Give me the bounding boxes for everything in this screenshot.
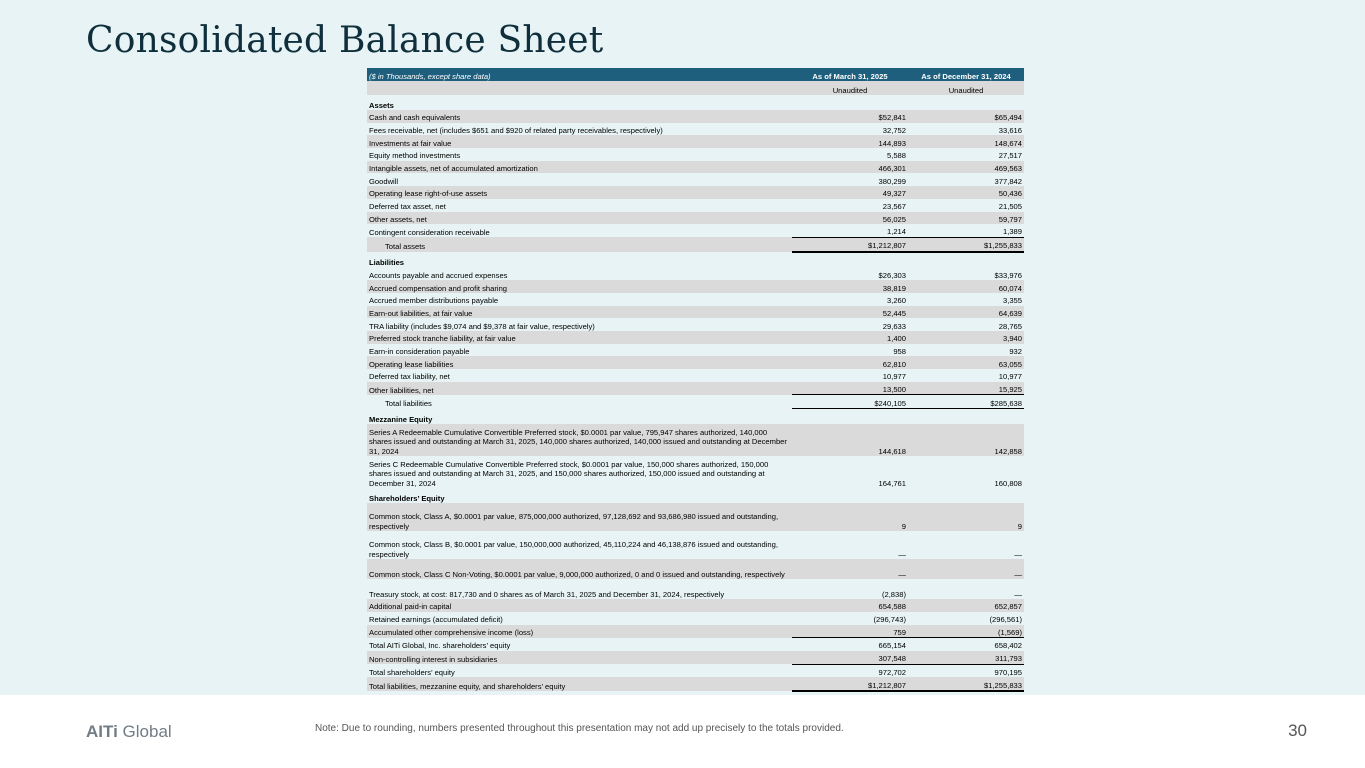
table-row: [367, 331, 1024, 344]
section-heading-row: [367, 409, 1024, 425]
table-row: [367, 161, 1024, 174]
row-label: Additional paid-in capital: [367, 599, 792, 612]
table-row: [367, 651, 1024, 664]
value-march-2025: 13,500: [792, 382, 908, 395]
value-december-2024: 377,842: [994, 176, 1022, 186]
row-label: Equity method investments: [369, 151, 461, 161]
total-assets-december-2024: $1,255,833: [908, 237, 1024, 251]
table-row: [367, 212, 1024, 225]
value-march-2025: 654,588: [792, 599, 908, 612]
mezzanine-heading: Mezzanine Equity: [369, 414, 433, 424]
table-row: [367, 664, 1024, 677]
table-row: [367, 186, 1024, 199]
value-december-2024: (296,561): [989, 615, 1022, 625]
table-row: [367, 110, 1024, 123]
section-heading-row: [367, 252, 1024, 268]
value-march-2025: 380,299: [878, 176, 906, 186]
value-march-2025: 3,260: [886, 296, 906, 306]
value-march-2025: 958: [893, 346, 906, 356]
value-march-2025: 972,702: [878, 667, 906, 677]
value-march-2025: 1,214: [886, 227, 906, 237]
table-row: [367, 135, 1024, 148]
table-row: [367, 280, 1024, 293]
row-label: Operating lease right-of-use assets: [367, 186, 792, 199]
value-march-2025: $52,841: [792, 110, 908, 123]
table-row: [367, 579, 1024, 599]
table-row: [367, 318, 1024, 331]
value-december-2024: 160,808: [994, 478, 1022, 488]
table-row: [367, 382, 1024, 395]
value-march-2025: (2,838): [881, 589, 906, 599]
value-december-2024: 311,793: [908, 651, 1024, 664]
value-december-2024: —: [1014, 589, 1022, 599]
row-label: Treasury stock, at cost: 817,730 and 0 shares as of March 31, 2025 and December 31, 2024, respectively: [369, 589, 725, 599]
table-row: [367, 344, 1024, 357]
row-label: Earn-out liabilities, at fair value: [367, 306, 792, 319]
value-march-2025: 144,618: [792, 424, 908, 456]
row-label: Non-controlling interest in subsidiaries: [367, 651, 792, 664]
audit-status-row: [367, 81, 1024, 95]
table-row: [367, 224, 1024, 237]
value-december-2024: 142,858: [908, 424, 1024, 456]
table-row: [367, 625, 1024, 638]
table-row: [367, 638, 1024, 651]
table-row: [367, 268, 1024, 281]
value-march-2025: 665,154: [792, 638, 908, 651]
row-label: Other liabilities, net: [367, 382, 792, 395]
total-liabilities-march-2025: $240,105: [792, 395, 908, 409]
value-march-2025: $1,212,807: [792, 677, 908, 691]
page-number: 30: [1288, 721, 1307, 740]
total-assets-march-2025: $1,212,807: [792, 237, 908, 251]
row-label: Accrued compensation and profit sharing: [367, 280, 792, 293]
value-december-2024: 1,389: [1002, 227, 1022, 237]
value-march-2025: 9: [792, 503, 908, 531]
value-march-2025: 5,588: [886, 151, 906, 161]
value-december-2024: 60,074: [908, 280, 1024, 293]
rounding-footnote: Note: Due to rounding, numbers presented throughout this presentation may not add up precisely to the totals provided.: [315, 723, 844, 734]
row-label: Goodwill: [369, 176, 399, 186]
row-label: Deferred tax asset, net: [369, 202, 446, 212]
row-label: Other assets, net: [367, 212, 792, 225]
logo-text-light: Global: [117, 722, 172, 741]
value-december-2024: —: [1014, 549, 1022, 559]
row-label: Earn-in consideration payable: [369, 346, 470, 356]
total-assets-label: Total assets: [367, 237, 792, 251]
row-label: Contingent consideration receivable: [369, 227, 490, 237]
value-march-2025: 144,893: [792, 135, 908, 148]
total-row: [367, 395, 1024, 409]
row-label: Fees receivable, net (includes $651 and $920 of related party receivables, respectively): [369, 125, 663, 135]
value-december-2024: 63,055: [908, 356, 1024, 369]
table-row: [367, 199, 1024, 212]
value-march-2025: 29,633: [882, 321, 906, 331]
value-december-2024: 3,355: [1002, 296, 1022, 306]
row-label: Common stock, Class B, $0.0001 par value, 150,000,000 authorized, 45,110,224 and 46,138,876 issued and outstanding, respectively: [369, 540, 778, 559]
value-march-2025: 759: [792, 625, 908, 638]
value-december-2024: $33,976: [994, 270, 1022, 280]
row-label: Investments at fair value: [367, 135, 792, 148]
value-march-2025: 10,977: [882, 372, 906, 382]
section-heading-row: [367, 95, 1024, 110]
row-label: Accrued member distributions payable: [369, 296, 499, 306]
value-december-2024: 932: [1009, 346, 1022, 356]
table-row: [367, 503, 1024, 531]
row-label: Accumulated other comprehensive income (loss): [367, 625, 792, 638]
row-label: Total shareholders’ equity: [369, 667, 455, 677]
value-march-2025: 62,810: [792, 356, 908, 369]
value-december-2024: 9: [908, 503, 1024, 531]
grand-total-row: [367, 677, 1024, 691]
row-label: Accounts payable and accrued expenses: [369, 270, 508, 280]
column-header-december-2024: As of December 31, 2024: [908, 68, 1024, 81]
total-liabilities-december-2024: $285,638: [908, 395, 1024, 409]
value-december-2024: 64,639: [908, 306, 1024, 319]
value-december-2024: 10,977: [998, 372, 1022, 382]
page-title: Consolidated Balance Sheet: [86, 20, 604, 61]
value-march-2025: 38,819: [792, 280, 908, 293]
value-march-2025: $26,303: [878, 270, 906, 280]
value-march-2025: (296,743): [873, 615, 906, 625]
value-december-2024: 148,674: [908, 135, 1024, 148]
balance-sheet-table: [367, 68, 1024, 692]
value-march-2025: 49,327: [792, 186, 908, 199]
table-row: [367, 293, 1024, 306]
value-march-2025: 23,567: [882, 202, 906, 212]
table-row: [367, 424, 1024, 456]
value-december-2024: 469,563: [908, 161, 1024, 174]
value-march-2025: 1,400: [792, 331, 908, 344]
row-label: Series A Redeemable Cumulative Convertible Preferred stock, $0.0001 par value, 795,947 shares authorized, 140,000 shares issued and outstanding at March 31, 2025, 140,000 shares authorized, 140,000 issued and outstanding at December 31, 2024: [367, 424, 792, 456]
row-label: Retained earnings (accumulated deficit): [369, 615, 503, 625]
row-label: Cash and cash equivalents: [367, 110, 792, 123]
value-december-2024: 15,925: [908, 382, 1024, 395]
value-march-2025: 307,548: [792, 651, 908, 664]
audit-status-march-2025: Unaudited: [792, 81, 908, 95]
section-heading-row: [367, 488, 1024, 503]
value-march-2025: 164,761: [878, 478, 906, 488]
total-row: [367, 237, 1024, 251]
row-label: Deferred tax liability, net: [369, 372, 450, 382]
value-december-2024: 652,857: [908, 599, 1024, 612]
assets-heading: Assets: [369, 100, 394, 110]
row-label: Total AITi Global, Inc. shareholders’ equity: [369, 641, 511, 651]
value-december-2024: $65,494: [908, 110, 1024, 123]
table-row: [367, 559, 1024, 579]
value-march-2025: 466,301: [792, 161, 908, 174]
row-label: TRA liability (includes $9,074 and $9,378 at fair value, respectively): [369, 321, 595, 331]
value-march-2025: 52,445: [792, 306, 908, 319]
value-december-2024: 658,402: [908, 638, 1024, 651]
table-row: [367, 612, 1024, 625]
value-december-2024: 28,765: [998, 321, 1022, 331]
logo-text-bold: AITi: [86, 722, 118, 741]
units-note: ($ in Thousands, except share data): [367, 68, 792, 81]
value-march-2025: —: [898, 549, 906, 559]
table-row: [367, 356, 1024, 369]
row-label: Preferred stock tranche liability, at fair value: [367, 331, 792, 344]
row-label: Operating lease liabilities: [367, 356, 792, 369]
shareholders-equity-heading: Shareholders’ Equity: [369, 493, 445, 503]
value-december-2024: 3,940: [908, 331, 1024, 344]
row-label: Intangible assets, net of accumulated amortization: [367, 161, 792, 174]
table-row: [367, 599, 1024, 612]
value-december-2024: 59,797: [908, 212, 1024, 225]
value-march-2025: 32,752: [882, 125, 906, 135]
company-logo: [86, 722, 172, 742]
column-header-march-2025: As of March 31, 2025: [792, 68, 908, 81]
value-december-2024: 970,195: [994, 667, 1022, 677]
row-label: Total liabilities, mezzanine equity, and shareholders’ equity: [367, 677, 792, 691]
value-december-2024: —: [908, 559, 1024, 579]
value-december-2024: 27,517: [998, 151, 1022, 161]
value-march-2025: —: [792, 559, 908, 579]
table-row: [367, 173, 1024, 186]
value-december-2024: (1,569): [908, 625, 1024, 638]
value-december-2024: 50,436: [908, 186, 1024, 199]
value-december-2024: $1,255,833: [908, 677, 1024, 691]
value-march-2025: 56,025: [792, 212, 908, 225]
table-row: [367, 148, 1024, 161]
row-label: Series C Redeemable Cumulative Convertible Preferred stock, $0.0001 par value, 150,000 shares authorized, 150,000 shares issued and outstanding at March 31, 2025, and 150,000 shares authorized, 150,000 issued and outstanding at December 31, 2024: [369, 459, 769, 488]
value-december-2024: 21,505: [998, 202, 1022, 212]
table-row: [367, 123, 1024, 136]
row-label: Common stock, Class A, $0.0001 par value, 875,000,000 authorized, 97,128,692 and 93,686,980 issued and outstanding, respectively: [367, 503, 792, 531]
row-label: Common stock, Class C Non-Voting, $0.0001 par value, 9,000,000 authorized, 0 and 0 issued and outstanding, respectively: [367, 559, 792, 579]
liabilities-heading: Liabilities: [369, 258, 405, 268]
value-december-2024: 33,616: [998, 125, 1022, 135]
table-row: [367, 456, 1024, 488]
total-liabilities-label: Total liabilities: [385, 399, 432, 409]
table-row: [367, 306, 1024, 319]
table-row: [367, 369, 1024, 382]
table-row: [367, 531, 1024, 559]
audit-status-december-2024: Unaudited: [908, 81, 1024, 95]
table-header-row: [367, 68, 1024, 81]
